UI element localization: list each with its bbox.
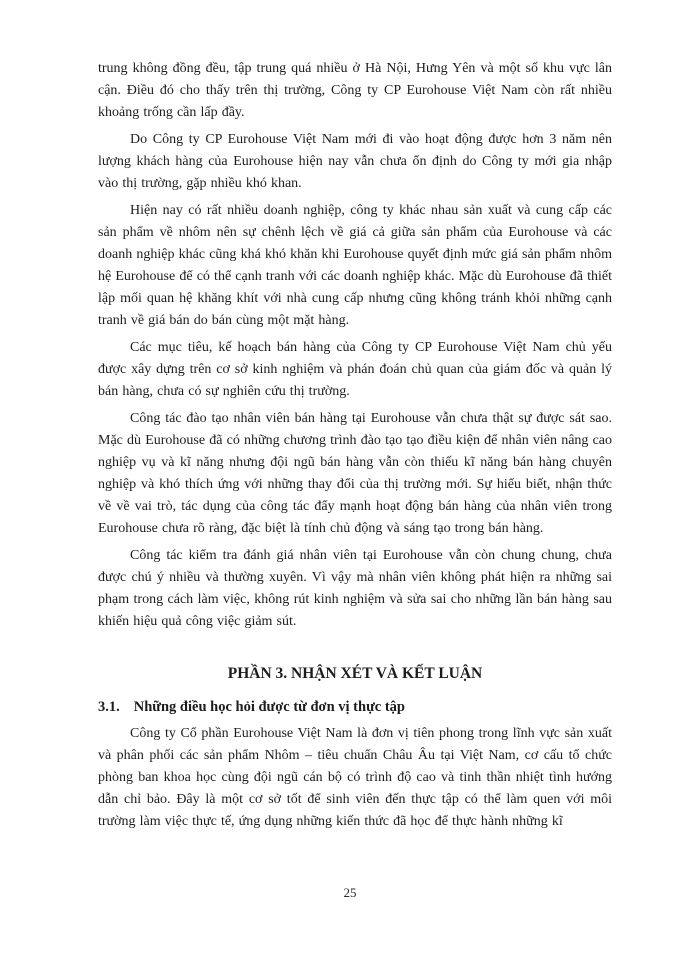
- body-paragraph: Công tác đào tạo nhân viên bán hàng tại Eurohouse vẫn chưa thật sự được sát sao. Mặc dù Eurohouse đã có những chương trình đào tạo tạo điều kiện để nhân viên nâng cao nghiệp vụ và kĩ năng nhưng đội ngũ bán hàng vẫn còn thiếu kĩ năng bán hàng chuyên nghiệp và khó thích ứng với những thay đổi của thị trường mới. Sự hiểu biết, nhận thức về về vai trò, tác dụng của công tác đẩy mạnh hoạt động bán hàng của nhân viên trong Eurohouse chưa rõ ràng, đặc biệt là tính chủ động và sáng tạo trong bán hàng.: [98, 411, 612, 536]
- subsection-title: Những điều học hỏi được từ đơn vị thực tập: [133, 699, 405, 715]
- body-paragraph: Công ty Cổ phần Eurohouse Việt Nam là đơn vị tiên phong trong lĩnh vực sản xuất và phân phối các sản phẩm Nhôm – tiêu chuẩn Châu Âu tại Việt Nam, cơ cấu tổ chức phòng ban khoa học cùng đội ngũ cán bộ có trình độ cao và tinh thần nhiệt tình hướng dẫn chỉ bảo. Đây là một cơ sở tốt để sinh viên đến thực tập có thể làm quen với môi trường làm việc thực tế, ứng dụng những kiến thức đã học để thực hành những kĩ: [98, 726, 612, 829]
- page-body-text: [98, 58, 612, 833]
- body-paragraph: Do Công ty CP Eurohouse Việt Nam mới đi vào hoạt động được hơn 3 năm nên lượng khách hàng của Eurohouse hiện nay vẫn chưa ổn định do Công ty mới gia nhập vào thị trường, gặp nhiều khó khan.: [98, 132, 612, 191]
- body-paragraph: Công tác kiểm tra đánh giá nhân viên tại Eurohouse vẫn còn chung chung, chưa được chú ý nhiều và thường xuyên. Vì vậy mà nhân viên không phát hiện ra những sai phạm trong cách làm việc, không rút kinh nghiệm và sửa sai cho những lần bán hàng sau khiến hiệu quả công việc giảm sút.: [98, 548, 612, 629]
- body-paragraph: trung không đồng đều, tập trung quá nhiều ở Hà Nội, Hưng Yên và một số khu vực lân cận. Điều đó cho thấy trên thị trường, Công ty CP Eurohouse Việt Nam còn rất nhiều khoảng trống cần lấp đầy.: [98, 61, 612, 120]
- subsection-number: 3.1.: [98, 699, 120, 715]
- body-paragraph: Hiện nay có rất nhiều doanh nghiệp, công ty khác nhau sản xuất và cung cấp các sản phẩm về nhôm nên sự chênh lệch về giá cả giữa sản phẩm của Eurohouse và các doanh nghiệp khác cũng khá khó khăn khi Eurohouse quyết định mức giá sản phẩm nhôm hệ Eurohouse để có thể cạnh tranh với các doanh nghiệp khác. Mặc dù Eurohouse đã thiết lập mối quan hệ khăng khít với nhà cung cấp nhưng cũng không tránh khỏi những cạnh tranh về giá bán do bán cùng một mặt hàng.: [98, 203, 612, 328]
- page-number: 25: [343, 885, 357, 900]
- subsection-heading: [98, 696, 612, 718]
- section-heading: PHẦN 3. NHẬN XÉT VÀ KẾT LUẬN: [227, 665, 483, 682]
- body-paragraph: Các mục tiêu, kế hoạch bán hàng của Công ty CP Eurohouse Việt Nam chủ yếu được xây dựng trên cơ sở kinh nghiệm và phán đoán chủ quan của giám đốc và quản lý bán hàng, chưa có sự nghiên cứu thị trường.: [98, 340, 612, 399]
